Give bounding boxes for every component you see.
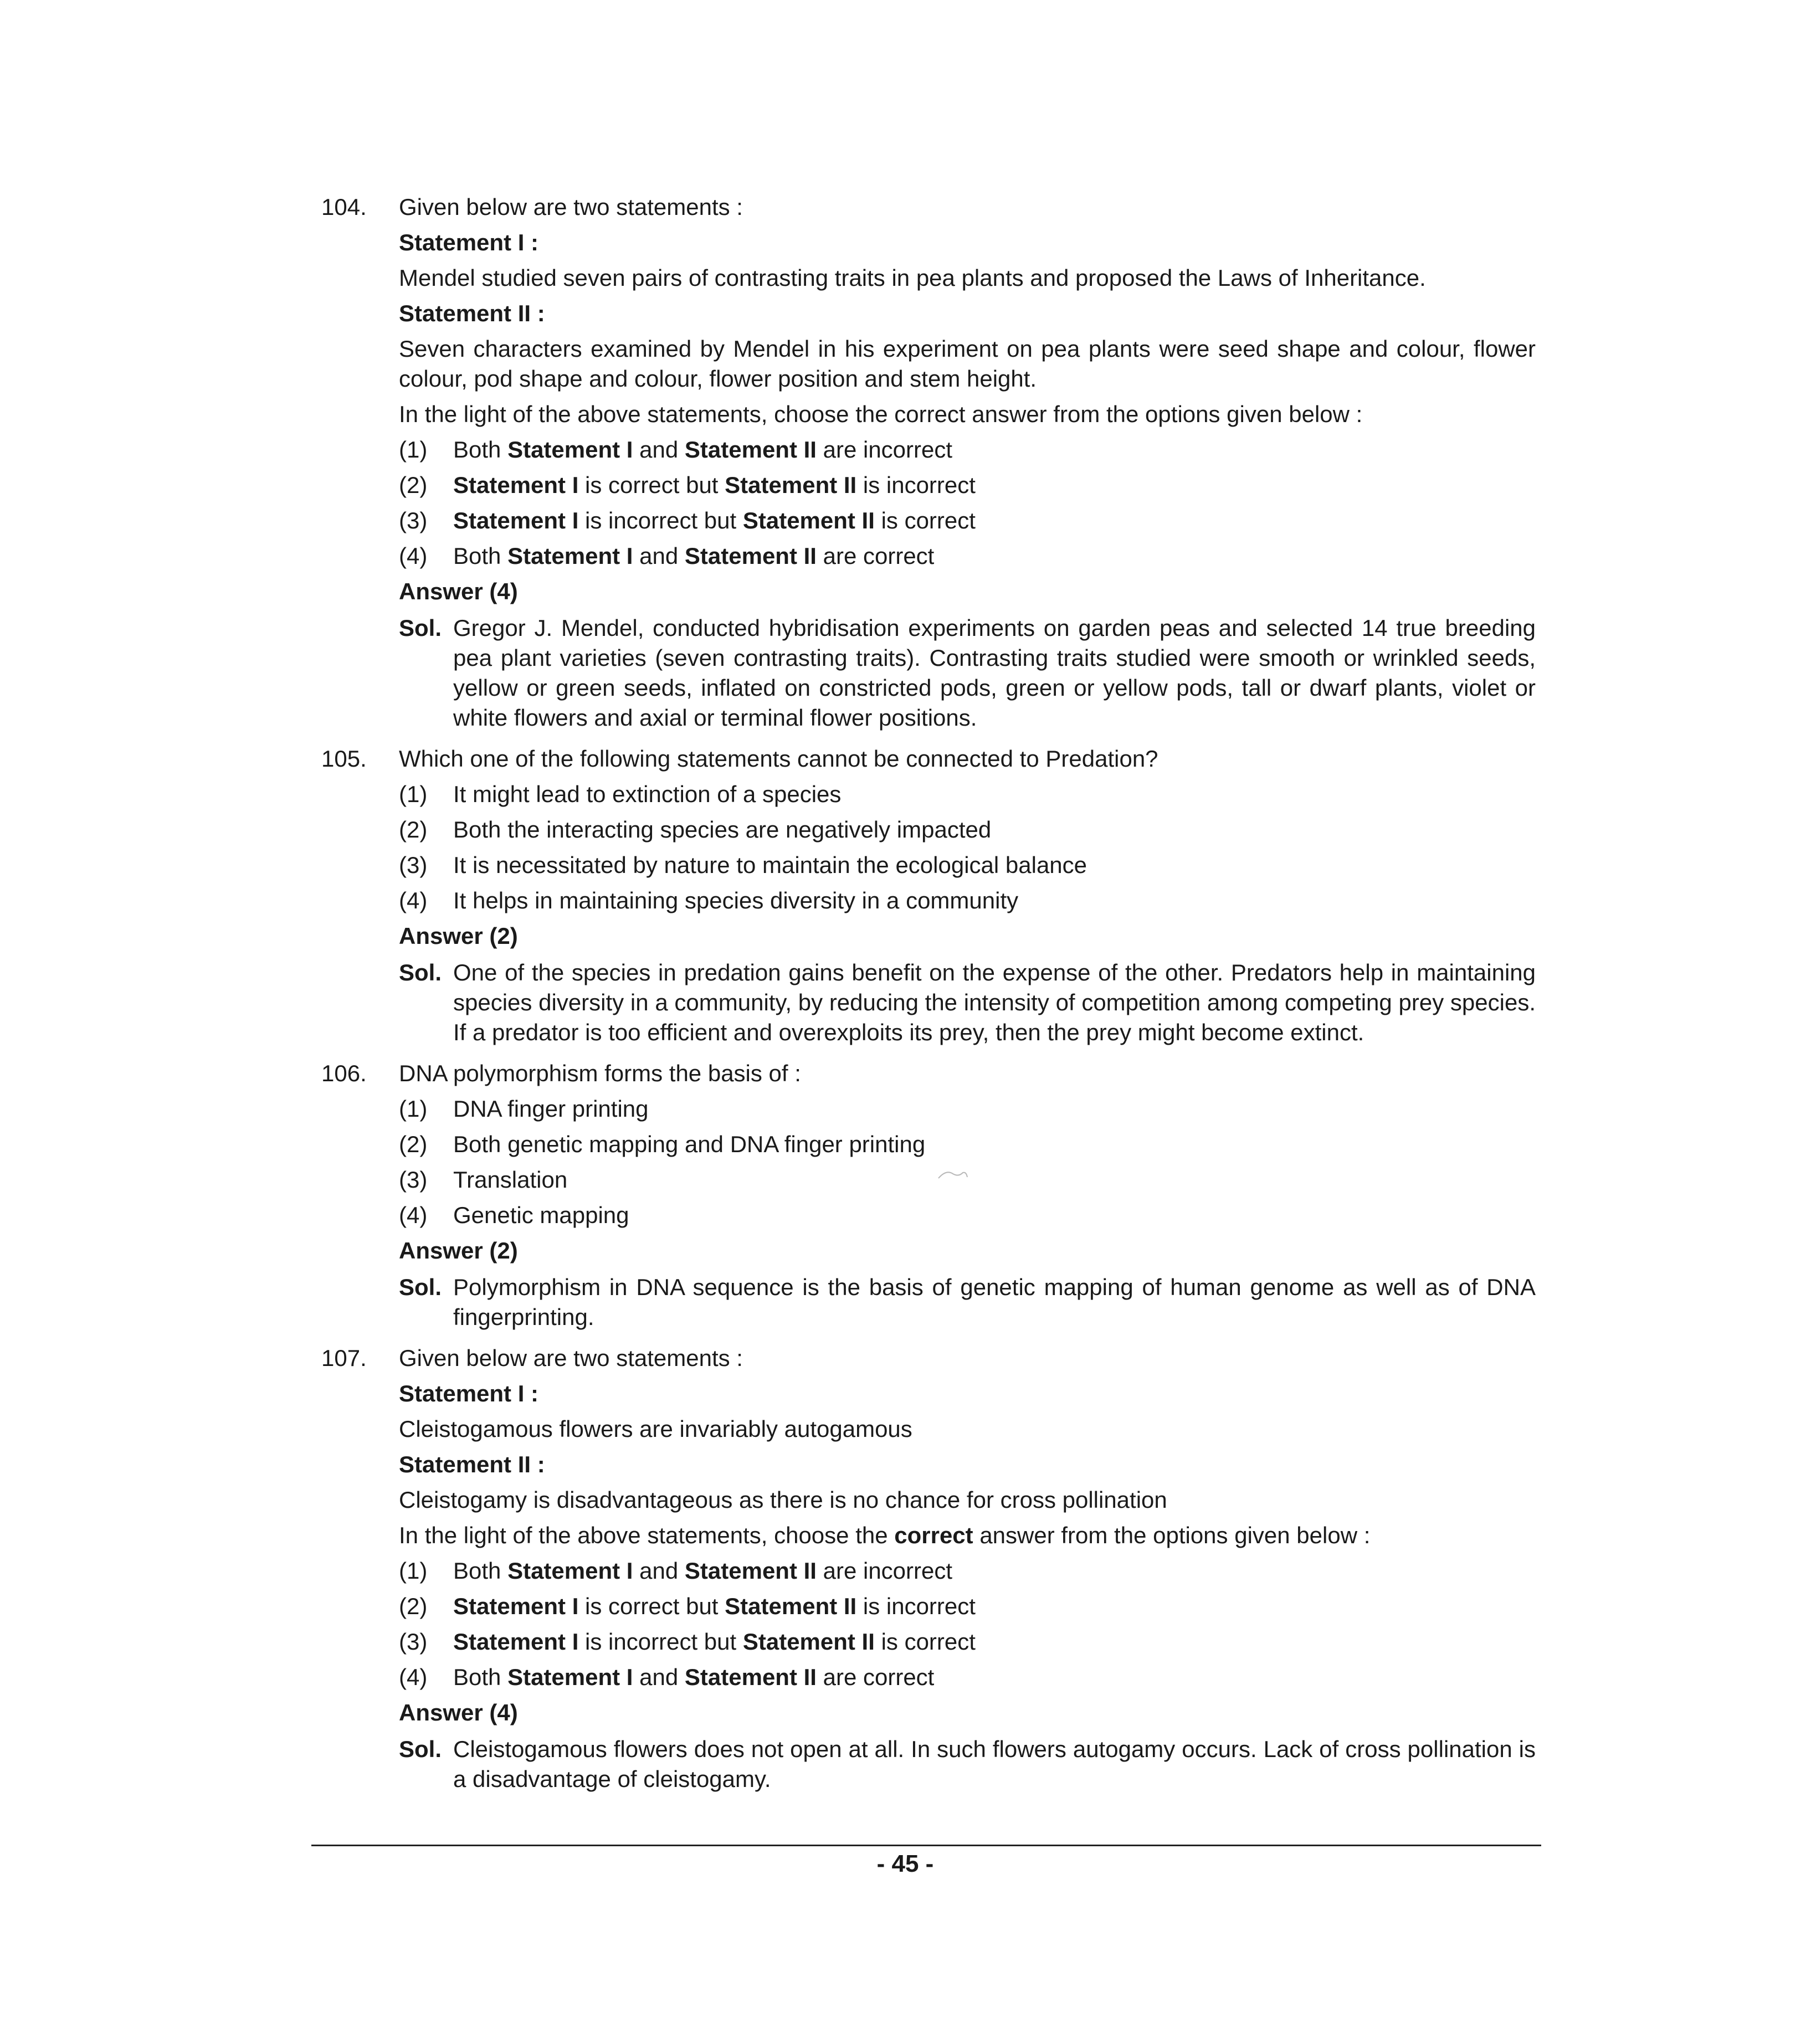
option-number: (1) xyxy=(399,781,428,807)
option-bold-text: Statement II xyxy=(684,1558,817,1584)
option-bold-text: Statement I xyxy=(507,1558,633,1584)
option-1 xyxy=(399,435,1536,465)
solution xyxy=(399,1734,1536,1794)
option-text: Both genetic mapping and DNA finger printing xyxy=(453,1131,926,1157)
option-bold-text: Statement I xyxy=(507,1664,633,1690)
option-bold-text: Statement II xyxy=(684,436,817,463)
option-text: and xyxy=(633,1664,685,1690)
option-text: Genetic mapping xyxy=(453,1202,629,1228)
option-number: (3) xyxy=(399,852,428,878)
option-bold-text: Statement II xyxy=(742,1629,875,1655)
option-number: (1) xyxy=(399,436,428,463)
option-number: (2) xyxy=(399,1593,428,1619)
answer: Answer (4) xyxy=(399,1699,518,1725)
option-text: are incorrect xyxy=(816,1558,953,1584)
question-number: 106. xyxy=(321,1060,367,1086)
option-bold-text: Statement I xyxy=(453,1593,579,1619)
option-text: DNA finger printing xyxy=(453,1096,649,1122)
solution xyxy=(399,613,1536,733)
solution xyxy=(399,1272,1536,1332)
option-bold-text: Statement II xyxy=(684,1664,817,1690)
statement-1-text: Mendel studied seven pairs of contrasting traits in pea plants and proposed the Laws of Inheritance. xyxy=(399,265,1426,291)
statement-2-label: Statement II : xyxy=(399,300,545,326)
statement-2-label: Statement II : xyxy=(399,1451,545,1477)
option-number: (2) xyxy=(399,472,428,498)
solution-text: Gregor J. Mendel, conducted hybridisation experiments on garden peas and selected 14 true breeding pea plant varieties (seven contrasting traits). Contrasting traits studied were smooth or wrinkled seeds, yellow or green seeds, inflated on constricted pods, green or yellow pods, tall or dwarf plants, violet or white flowers and axial or terminal flower positions. xyxy=(453,615,1536,731)
option-bold-text: Statement II xyxy=(742,507,875,533)
solution xyxy=(399,958,1536,1047)
option-2 xyxy=(399,815,1536,845)
option-text: is correct but xyxy=(578,472,725,498)
option-4 xyxy=(399,1662,1536,1692)
prompt-bold-text: correct xyxy=(894,1522,973,1548)
option-text: Both xyxy=(453,543,508,569)
option-2 xyxy=(399,1129,1536,1159)
option-bold-text: Statement II xyxy=(725,1593,857,1619)
option-number: (4) xyxy=(399,1664,428,1690)
answer: Answer (2) xyxy=(399,1237,518,1264)
option-text: is correct xyxy=(874,1629,976,1655)
statement-1-label: Statement I : xyxy=(399,229,539,255)
prompt-text: In the light of the above statements, choose the xyxy=(399,1522,895,1548)
question-number: 105. xyxy=(321,746,367,772)
option-text: are correct xyxy=(816,543,935,569)
page-content xyxy=(321,192,1536,1794)
option-number: (4) xyxy=(399,887,428,913)
option-number: (1) xyxy=(399,1096,428,1122)
solution-label: Sol. xyxy=(399,1274,442,1300)
option-text: is correct xyxy=(874,507,976,533)
option-text: is incorrect but xyxy=(578,1629,743,1655)
footer-divider xyxy=(311,1845,1541,1846)
option-text: and xyxy=(633,1558,685,1584)
option-text: are incorrect xyxy=(816,436,953,463)
statement-2-text: Cleistogamy is disadvantageous as there is no chance for cross pollination xyxy=(399,1487,1167,1513)
option-bold-text: Statement I xyxy=(453,472,579,498)
option-1 xyxy=(399,779,1536,809)
option-number: (4) xyxy=(399,1202,428,1228)
question-105 xyxy=(321,744,1536,1047)
statement-1-label: Statement I : xyxy=(399,1380,539,1406)
answer: Answer (2) xyxy=(399,923,518,949)
solution-text: One of the species in predation gains benefit on the expense of the other. Predators help in maintaining species diversity in a community, by reducing the intensity of competition among competing prey species. If a predator is too efficient and overexploits its prey, then the prey might become extinct. xyxy=(453,959,1536,1045)
option-text: and xyxy=(633,436,685,463)
option-bold-text: Statement II xyxy=(684,543,817,569)
option-text: Both xyxy=(453,436,508,463)
option-text: Both the interacting species are negatively impacted xyxy=(453,816,992,843)
option-text: and xyxy=(633,543,685,569)
question-intro: Given below are two statements : xyxy=(399,1345,743,1371)
option-number: (3) xyxy=(399,1167,428,1193)
solution-label: Sol. xyxy=(399,959,442,985)
option-3 xyxy=(399,1627,1536,1657)
option-text: are correct xyxy=(816,1664,935,1690)
solution-text: Cleistogamous flowers does not open at all. In such flowers autogamy occurs. Lack of cross pollination is a disadvantage of cleistogamy. xyxy=(453,1736,1536,1792)
scan-mark xyxy=(936,1166,969,1183)
option-number: (2) xyxy=(399,1131,428,1157)
option-1 xyxy=(399,1094,1536,1124)
option-number: (4) xyxy=(399,543,428,569)
question-intro: Which one of the following statements cannot be connected to Predation? xyxy=(399,746,1158,772)
question-intro: DNA polymorphism forms the basis of : xyxy=(399,1060,801,1086)
solution-text: Polymorphism in DNA sequence is the basis of genetic mapping of human genome as well as of DNA fingerprinting. xyxy=(453,1274,1536,1330)
option-2 xyxy=(399,470,1536,500)
option-text: It might lead to extinction of a species xyxy=(453,781,842,807)
option-2 xyxy=(399,1591,1536,1621)
statement-1-text: Cleistogamous flowers are invariably autogamous xyxy=(399,1416,912,1442)
question-intro: Given below are two statements : xyxy=(399,194,743,220)
prompt-text: answer from the options given below : xyxy=(973,1522,1371,1548)
solution-label: Sol. xyxy=(399,1736,442,1762)
option-text: is incorrect xyxy=(856,1593,976,1619)
statement-2-text: Seven characters examined by Mendel in his experiment on pea plants were seed shape and colour, flower colour, pod shape and colour, flower position and stem height. xyxy=(399,336,1536,392)
question-number: 104. xyxy=(321,194,367,220)
option-text: is incorrect xyxy=(856,472,976,498)
option-bold-text: Statement I xyxy=(507,436,633,463)
answer: Answer (4) xyxy=(399,578,518,604)
question-104 xyxy=(321,192,1536,733)
page-number: - 45 - xyxy=(876,1850,934,1877)
option-3 xyxy=(399,506,1536,536)
option-4 xyxy=(399,886,1536,916)
question-prompt: In the light of the above statements, choose the correct answer from the options given below : xyxy=(399,401,1363,427)
option-bold-text: Statement I xyxy=(453,507,579,533)
option-number: (3) xyxy=(399,507,428,533)
option-text: Both xyxy=(453,1664,508,1690)
option-number: (1) xyxy=(399,1558,428,1584)
option-text: is correct but xyxy=(578,1593,725,1619)
question-107 xyxy=(321,1343,1536,1794)
question-number: 107. xyxy=(321,1345,367,1371)
option-text: It is necessitated by nature to maintain the ecological balance xyxy=(453,852,1087,878)
option-text: Translation xyxy=(453,1167,568,1193)
option-4 xyxy=(399,541,1536,571)
option-bold-text: Statement I xyxy=(507,543,633,569)
option-text: is incorrect but xyxy=(578,507,743,533)
option-text: It helps in maintaining species diversity in a community xyxy=(453,887,1019,913)
option-text: Both xyxy=(453,1558,508,1584)
solution-label: Sol. xyxy=(399,615,442,641)
option-number: (3) xyxy=(399,1629,428,1655)
option-4 xyxy=(399,1200,1536,1230)
question-prompt xyxy=(399,1521,1536,1550)
option-3 xyxy=(399,850,1536,880)
option-1 xyxy=(399,1556,1536,1586)
option-bold-text: Statement II xyxy=(725,472,857,498)
option-bold-text: Statement I xyxy=(453,1629,579,1655)
option-number: (2) xyxy=(399,816,428,843)
question-106 xyxy=(321,1059,1536,1332)
